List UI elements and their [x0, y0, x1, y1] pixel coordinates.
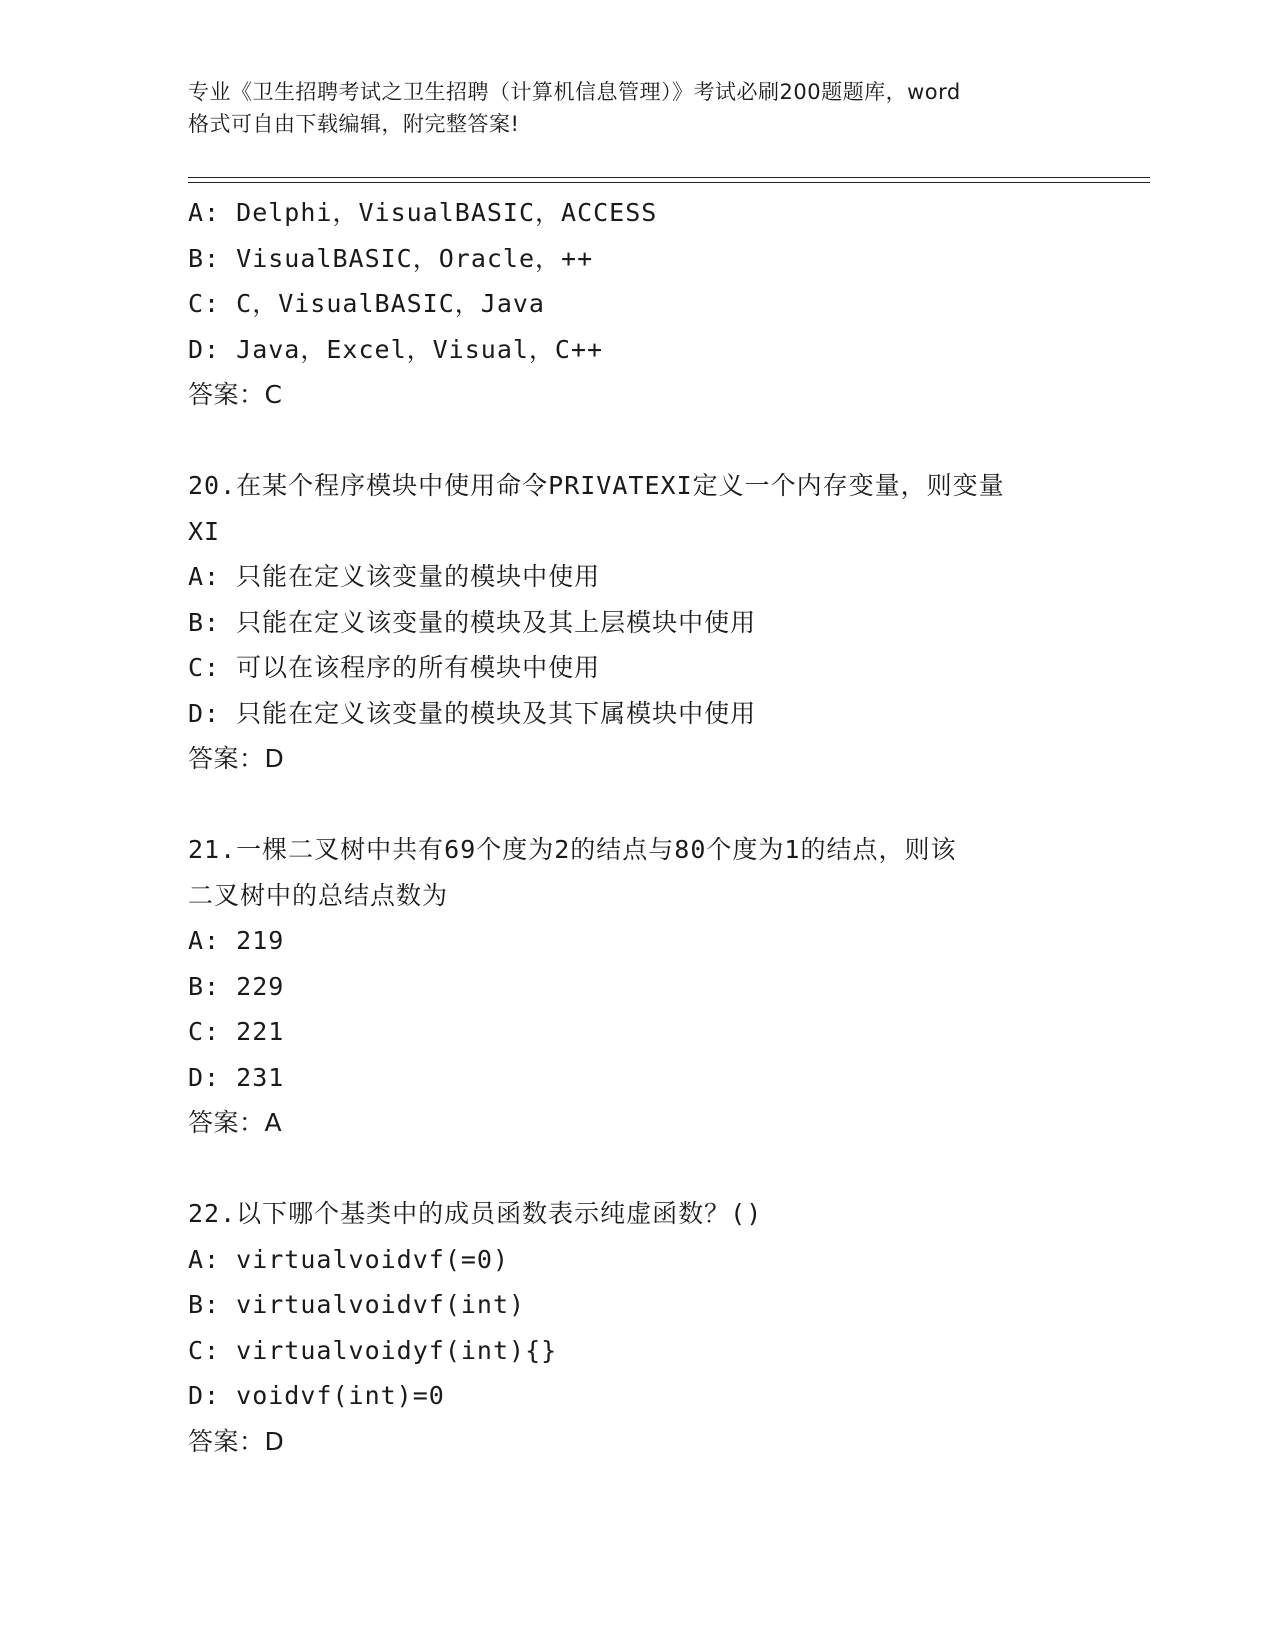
header-divider-top: [188, 177, 1150, 178]
option-c: C: virtualvoidyf(int){}: [188, 1335, 558, 1365]
question-text-continued: 二叉树中的总结点数为: [188, 880, 449, 910]
option-a: A: 219: [188, 926, 285, 955]
header-divider-bottom: [188, 182, 1150, 183]
spacer: [188, 418, 1108, 464]
question-text: 21.一棵二叉树中共有69个度为2的结点与80个度为1的结点，则该: [188, 835, 957, 864]
question-list: [188, 190, 1108, 1464]
option-a: A: Delphi，VisualBASIC，ACCESS: [188, 198, 658, 227]
option-b: B: 229: [188, 971, 285, 1001]
header-line-2: 格式可自由下载编辑，附完整答案!: [188, 112, 520, 136]
header-line-1: 专业《卫生招聘考试之卫生招聘（计算机信息管理）》考试必刷200题题库，word: [188, 80, 961, 104]
question-text: 20.在某个程序模块中使用命令PRIVATEXI定义一个内存变量，则变量: [188, 471, 1005, 500]
question-text: 22.以下哪个基类中的成员函数表示纯虚函数？(): [188, 1199, 763, 1228]
option-d: D: Java，Excel，Visual，C++: [188, 334, 604, 364]
option-a: A: virtualvoidvf(=0): [188, 1244, 510, 1274]
answer-line: 答案：D: [188, 1426, 285, 1456]
option-d: D: 231: [188, 1062, 285, 1092]
spacer: [188, 1146, 1108, 1192]
option-b: B: virtualvoidvf(int): [188, 1290, 526, 1319]
option-b: B: VisualBASIC，Oracle，++: [188, 243, 594, 273]
option-c: C: C，VisualBASIC，Java: [188, 289, 545, 318]
answer-line: 答案：D: [188, 744, 285, 773]
document-header: [188, 76, 1088, 140]
option-c: C: 可以在该程序的所有模块中使用: [188, 653, 601, 682]
question-19-options: [188, 190, 1108, 418]
option-d: D: 只能在定义该变量的模块及其下属模块中使用: [188, 698, 757, 728]
option-b: B: 只能在定义该变量的模块及其上层模块中使用: [188, 607, 757, 637]
spacer: [188, 782, 1108, 828]
answer-line: 答案：A: [188, 1108, 283, 1137]
option-c: C: 221: [188, 1017, 285, 1046]
question-22: [188, 1191, 1108, 1464]
answer-line: 答案：C: [188, 380, 283, 409]
question-20: [188, 463, 1108, 782]
question-text-continued: XI: [188, 516, 221, 546]
option-a: A: 只能在定义该变量的模块中使用: [188, 562, 601, 591]
option-d: D: voidvf(int)=0: [188, 1381, 445, 1410]
question-21: [188, 827, 1108, 1146]
